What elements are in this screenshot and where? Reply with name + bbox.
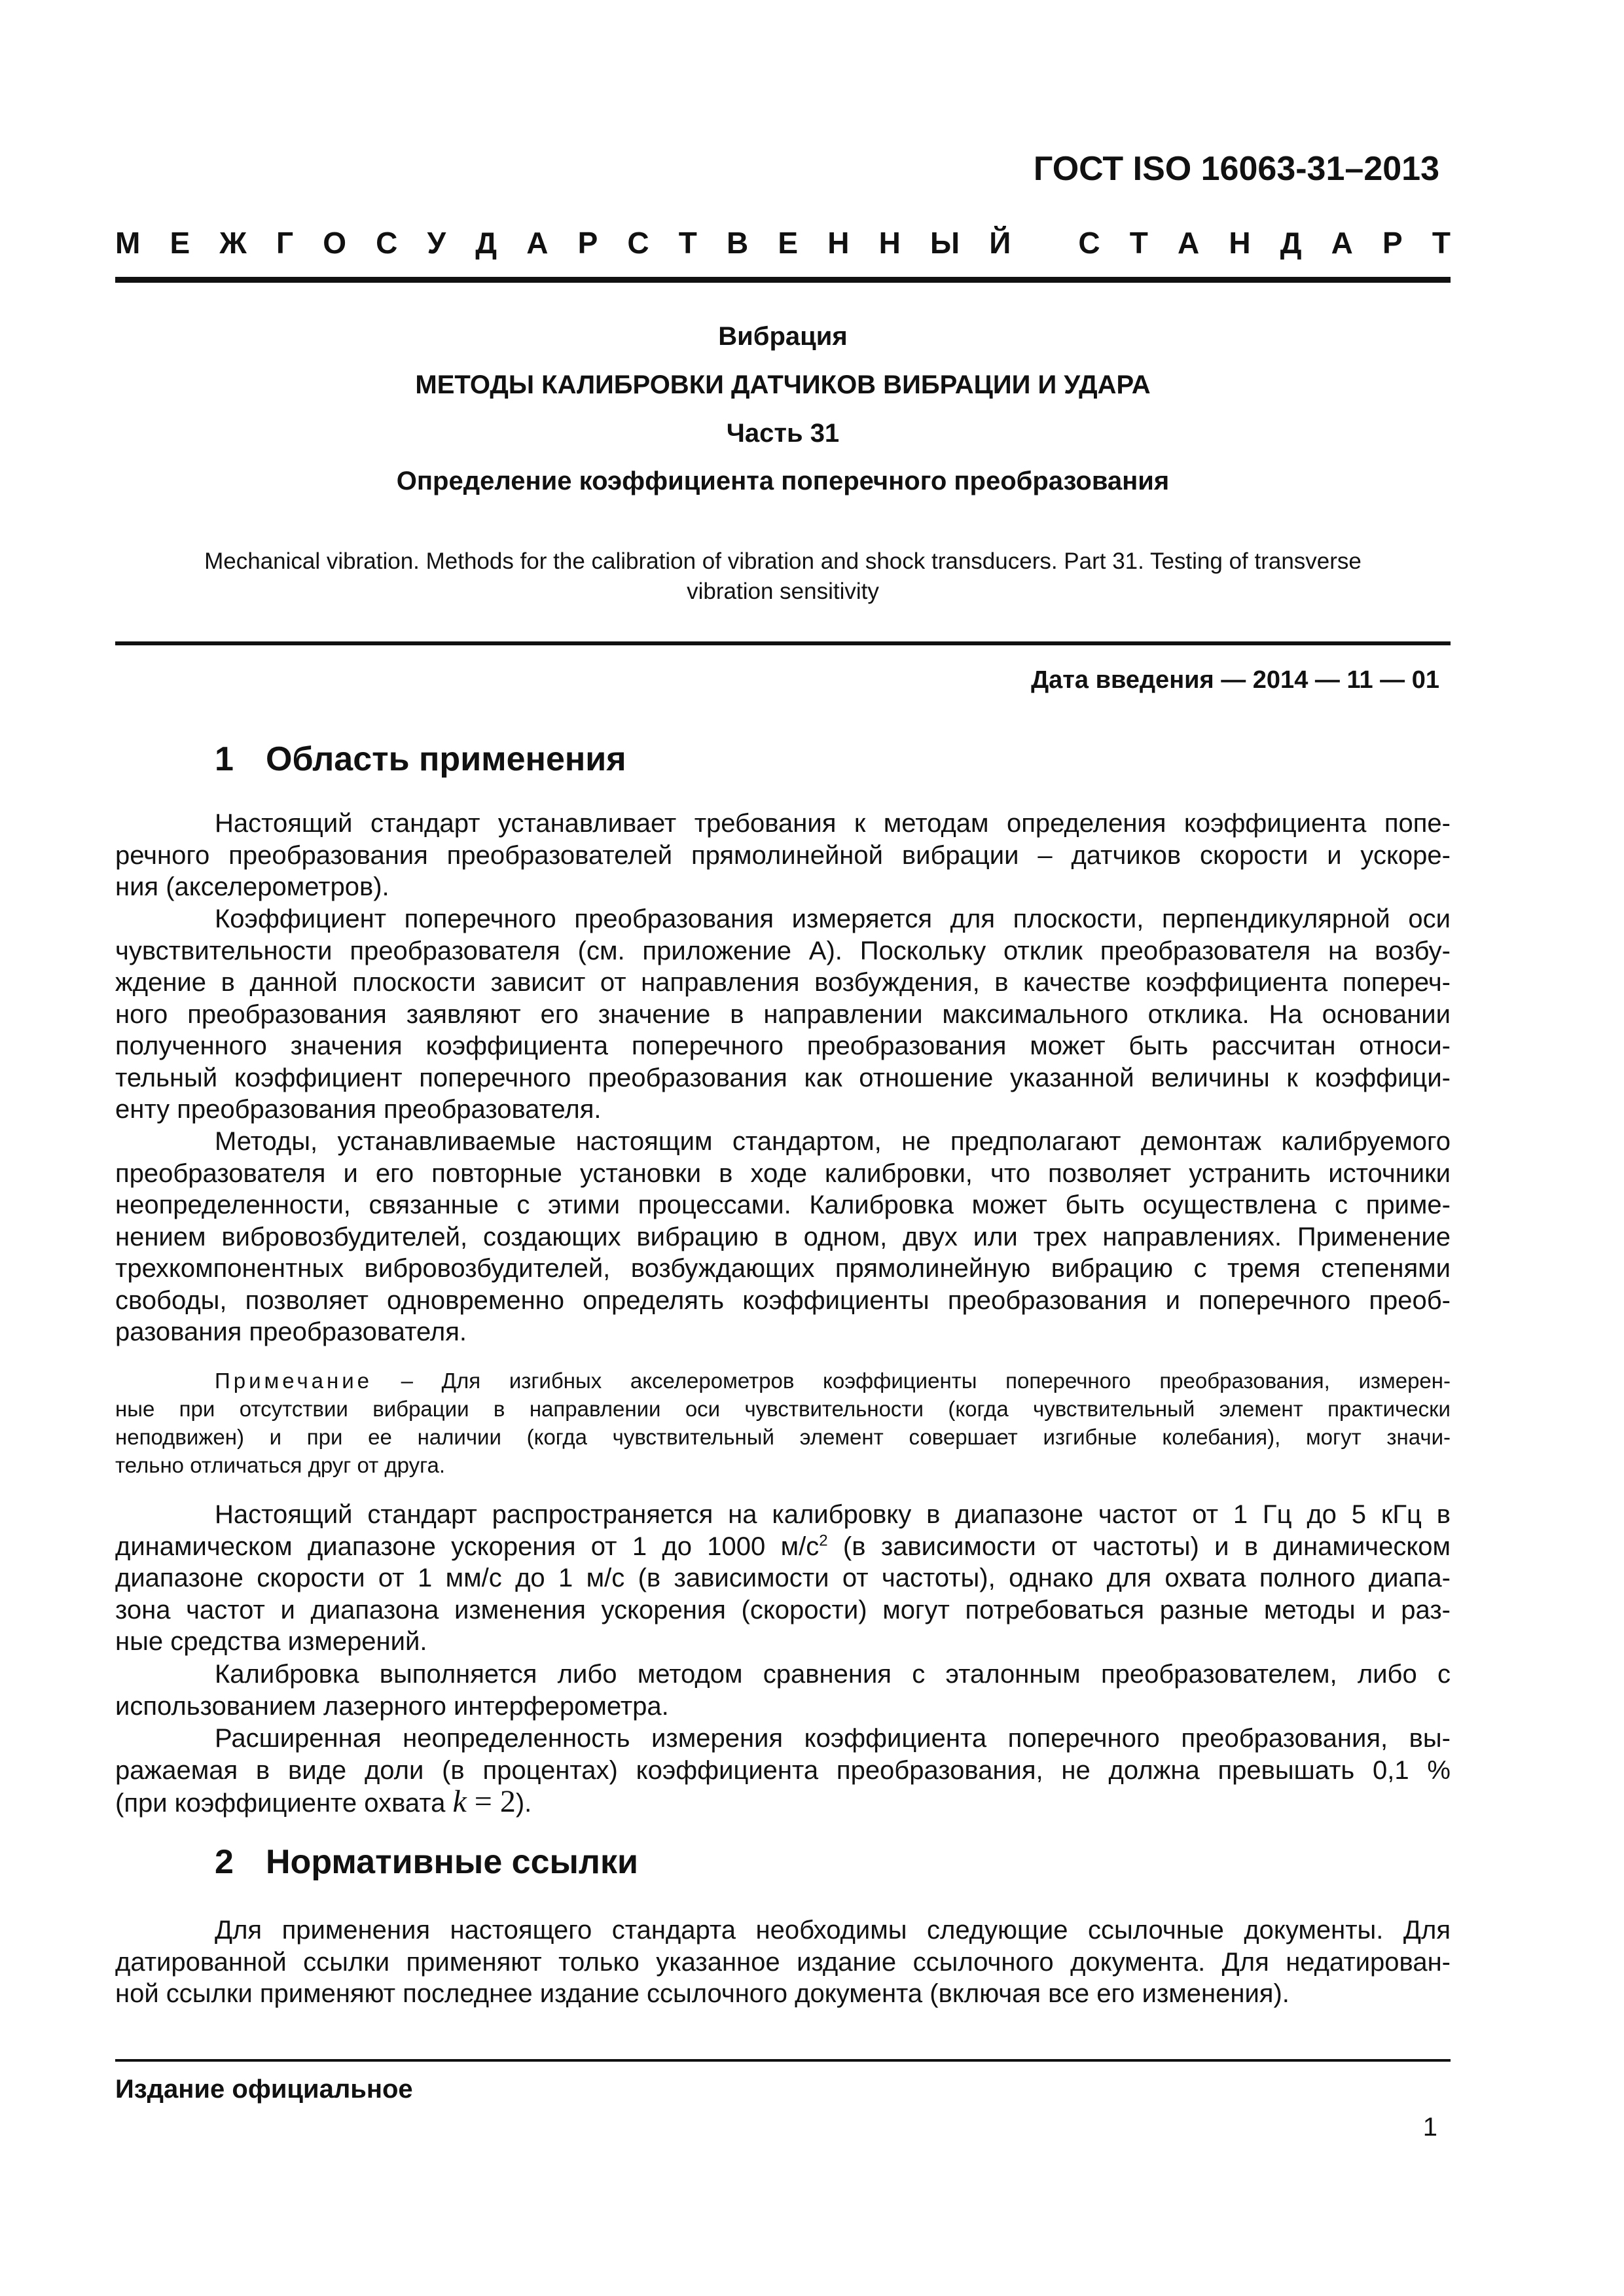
note-text: – Для изгибных акселерометров коэффициенты поперечного преобразования, измерен- bbox=[372, 1369, 1451, 1393]
note-line: неподвижен) и при ее наличии (когда чувствительный элемент совершает изгибные колебания), могут значи- bbox=[115, 1425, 1451, 1449]
banner-letter: Н bbox=[878, 226, 901, 260]
note-label: Примечание bbox=[215, 1369, 373, 1393]
banner-letter: Т bbox=[1432, 226, 1451, 260]
title-rule bbox=[115, 641, 1451, 645]
text-line: датированной ссылки применяют только указанное издание ссылочного документа. Для недатирован- bbox=[115, 1947, 1451, 1977]
banner-letter: А bbox=[1331, 226, 1353, 260]
text-line: преобразователя и его повторные установки в ходе калибровки, что позволяет устранить источники bbox=[115, 1158, 1451, 1188]
text-line: зона частот и диапазона изменения ускорения (скорости) могут потребоваться разные методы и раз- bbox=[115, 1595, 1451, 1624]
banner-letter: Д bbox=[475, 226, 497, 260]
banner-letter: В bbox=[727, 226, 749, 260]
banner-letter: С bbox=[1078, 226, 1100, 260]
text-line: ного преобразования заявляют его значение в направлении максимального отклика. На основании bbox=[115, 999, 1451, 1029]
text-line: полученного значения коэффициента поперечного преобразования может быть рассчитан относи- bbox=[115, 1031, 1451, 1060]
title-part: Часть 31 bbox=[726, 419, 840, 448]
banner-letter: Т bbox=[678, 226, 697, 260]
text-line: использованием лазерного интерферометра. bbox=[115, 1691, 669, 1721]
banner-letter: Р bbox=[1382, 226, 1403, 260]
banner-letter: Д bbox=[1280, 226, 1302, 260]
text-line: Коэффициент поперечного преобразования измеряется для плоскости, перпендикулярной оси bbox=[215, 905, 1451, 933]
introduction-date: Дата введения — 2014 — 11 — 01 bbox=[1031, 666, 1439, 694]
text-line: ния (акселерометров). bbox=[115, 872, 389, 901]
banner-letter: С bbox=[627, 226, 649, 260]
note-line: ные при отсутствии вибрации в направлении оси чувствительности (когда чувствительный элемент практически bbox=[115, 1397, 1451, 1421]
document-code: ГОСТ ISO 16063-31–2013 bbox=[1033, 150, 1439, 188]
text-line: Методы, устанавливаемые настоящим стандартом, не предполагают демонтаж калибруемого bbox=[215, 1127, 1451, 1156]
official-edition-label: Издание официальное bbox=[115, 2075, 413, 2104]
banner-gap bbox=[1040, 225, 1049, 260]
text-line: Настоящий стандарт распространяется на калибровку в диапазоне частот от 1 Гц до 5 кГц в bbox=[215, 1500, 1451, 1529]
section-1-paragraph-1 bbox=[115, 808, 1451, 903]
banner-letter: Н bbox=[1229, 226, 1251, 260]
section-1-number: 1 bbox=[215, 740, 234, 778]
formula-equals: = 2 bbox=[466, 1784, 516, 1819]
text-line: ной ссылки применяют последнее издание ссылочного документа (включая все его изменения). bbox=[115, 1979, 1290, 2008]
note-line: тельно отличаться друг от друга. bbox=[115, 1453, 445, 1477]
text-segment: динамическом диапазоне ускорения от 1 до 1000 м/с bbox=[115, 1532, 820, 1561]
text-line: Калибровка выполняется либо методом сравнения с эталонным преобразователем, либо с bbox=[215, 1660, 1451, 1689]
banner-letter: Н bbox=[827, 226, 850, 260]
text-segment: (в зависимости от частоты) и в динамическом bbox=[827, 1532, 1451, 1561]
text-line: Настоящий стандарт устанавливает требования к методам определения коэффициента попе- bbox=[215, 809, 1451, 838]
banner-letter: Й bbox=[989, 226, 1011, 260]
text-line: чувствительности преобразователя (см. приложение А). Поскольку отклик преобразователя на возбу- bbox=[115, 936, 1451, 965]
section-1-paragraph-4 bbox=[115, 1499, 1451, 1658]
section-2-paragraph-1 bbox=[115, 1914, 1451, 2010]
banner-letter: Т bbox=[1129, 226, 1148, 260]
section-1-heading bbox=[215, 740, 626, 779]
english-title bbox=[144, 547, 1422, 607]
text-line: ждение в данной плоскости зависит от направления возбуждения, в качестве коэффициента попереч- bbox=[115, 968, 1451, 997]
superscript-2: 2 bbox=[819, 1532, 828, 1550]
banner-letter: Г bbox=[276, 226, 294, 260]
section-2-number: 2 bbox=[215, 1843, 234, 1881]
page-number: 1 bbox=[1422, 2113, 1437, 2142]
header-rule bbox=[115, 277, 1451, 283]
banner-letter: А bbox=[526, 226, 549, 260]
text-line: диапазоне скорости от 1 мм/с до 1 м/с (в зависимости от частоты), однако для охвата полного диапа- bbox=[115, 1564, 1451, 1592]
title-line-2: МЕТОДЫ КАЛИБРОВКИ ДАТЧИКОВ ВИБРАЦИИ И УДАРА bbox=[415, 370, 1151, 399]
banner-letter: У bbox=[427, 226, 446, 260]
text-segment: ). bbox=[515, 1789, 532, 1818]
banner-letter: Ы bbox=[930, 226, 960, 260]
text-line: свободы, позволяет одновременно определять коэффициенты преобразования и поперечного преоб- bbox=[115, 1285, 1451, 1315]
text-line: неопределенности, связанные с этими процессами. Калибровка может быть осуществлена с приме- bbox=[115, 1191, 1451, 1219]
banner-letter: Е bbox=[170, 226, 190, 260]
text-line: ражаемая в виде доли (в процентах) коэффициента преобразования, не должна превышать 0,1 % bbox=[115, 1755, 1451, 1785]
text-line: разования преобразователя. bbox=[115, 1318, 467, 1346]
text-line: Для применения настоящего стандарта необходимы следующие ссылочные документы. Для bbox=[215, 1916, 1451, 1945]
title-line-1: Вибрация bbox=[718, 322, 848, 351]
text-line: Расширенная неопределенность измерения коэффициента поперечного преобразования, вы- bbox=[215, 1724, 1451, 1753]
text-line: ные средства измерений. bbox=[115, 1627, 427, 1656]
text-line bbox=[115, 1531, 1451, 1563]
banner-letter: А bbox=[1177, 226, 1200, 260]
section-2-heading bbox=[215, 1842, 638, 1882]
formula-variable: k bbox=[452, 1784, 467, 1819]
interstate-standard-banner bbox=[115, 225, 1451, 260]
banner-letter: О bbox=[323, 226, 347, 260]
text-segment: (при коэффициенте охвата bbox=[115, 1789, 453, 1818]
english-title-line-1: Mechanical vibration. Methods for the calibration of vibration and shock transducers. Part 31. Testing of transverse bbox=[204, 548, 1362, 574]
note-line bbox=[115, 1367, 1451, 1395]
banner-letter: Е bbox=[778, 226, 799, 260]
banner-letter: С bbox=[376, 226, 398, 260]
section-1-paragraph-5 bbox=[115, 1659, 1451, 1722]
section-1-paragraph-2 bbox=[115, 903, 1451, 1126]
formula-k bbox=[452, 1784, 515, 1819]
text-line: нением вибровозбудителей, создающих вибрацию в одном, двух или трех направлениях. Применение bbox=[115, 1222, 1451, 1251]
section-1-paragraph-6 bbox=[115, 1723, 1451, 1820]
text-line: енту преобразования преобразователя. bbox=[115, 1095, 602, 1124]
text-line: речного преобразования преобразователей прямолинейной вибрации – датчиков скорости и ускоре- bbox=[115, 840, 1451, 870]
section-1-paragraph-3 bbox=[115, 1126, 1451, 1348]
english-title-line-2: vibration sensitivity bbox=[687, 579, 879, 604]
banner-letter: Р bbox=[577, 226, 598, 260]
text-line: трехкомпонентных вибровозбудителей, возбуждающих прямолинейную вибрацию с тремя степенями bbox=[115, 1254, 1451, 1283]
text-line: тельный коэффициент поперечного преобразования как отношение указанной величины к коэффици- bbox=[115, 1063, 1451, 1092]
banner-letter: М bbox=[115, 226, 141, 260]
note-block bbox=[115, 1367, 1451, 1479]
footer-rule bbox=[115, 2059, 1451, 2062]
banner-letter: Ж bbox=[219, 226, 247, 260]
section-1-title: Область применения bbox=[266, 740, 626, 778]
title-subtitle: Определение коэффициента поперечного преобразования bbox=[396, 467, 1170, 495]
text-line bbox=[115, 1786, 1451, 1820]
section-2-title: Нормативные ссылки bbox=[266, 1843, 638, 1881]
